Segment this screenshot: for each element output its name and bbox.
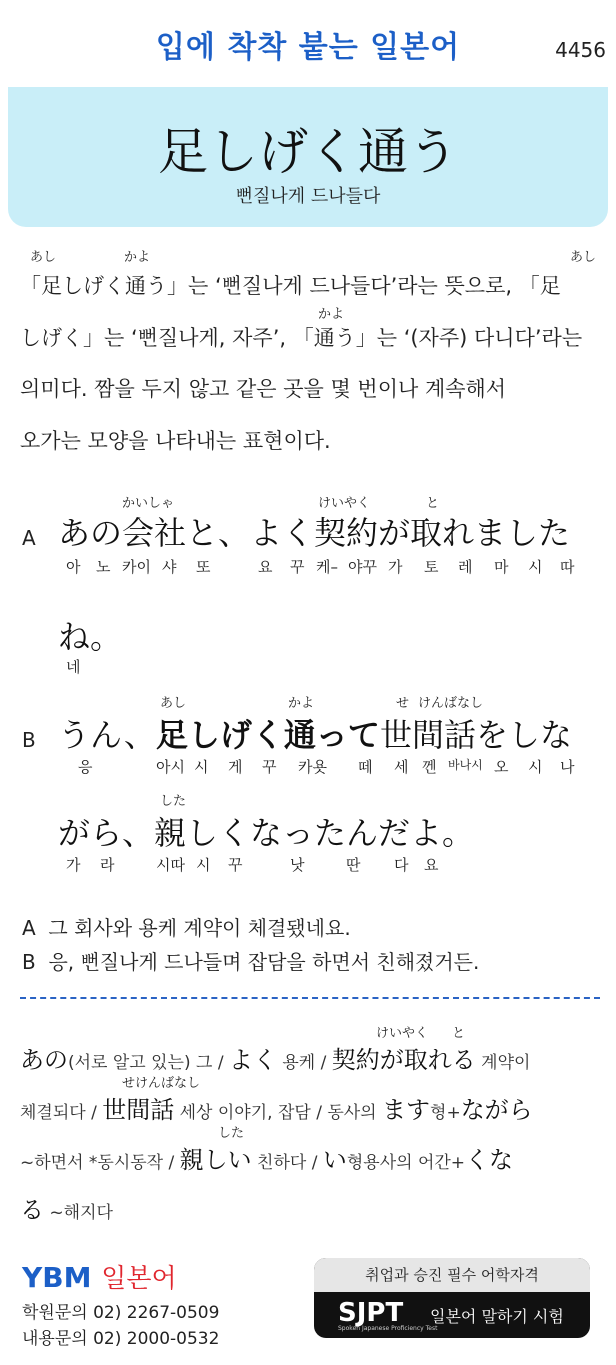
explanation-line-4: 오가는 모양을 나타내는 표현이다. (20, 429, 331, 453)
vocab-ko: 용케 / (276, 1053, 332, 1073)
vocab-furigana-keiyaku: けいやく (376, 1026, 429, 1041)
reading-syllable: 또 (196, 558, 211, 576)
dialogue-b-line-1 (58, 710, 572, 756)
contact-content: 내용문의 02) 2000-0532 (22, 1329, 220, 1349)
reading-syllable: 꾸 (262, 758, 277, 776)
translation-b-text: 응, 뻔질나게 드나들며 잡담을 하면서 친해졌거든. (48, 950, 480, 974)
reading-syllable: 세 (394, 758, 409, 776)
vocab-line-1 (20, 1040, 600, 1075)
reading-syllable: 요 (258, 558, 273, 576)
dialogue-b-post: 世間話をしな (379, 716, 572, 754)
dialogue-b-line-2: がら、親しくなったんだよ。 (58, 814, 475, 852)
contact-academy: 학원문의 02) 2267-0509 (22, 1303, 220, 1323)
furigana-ashi: あし (160, 696, 187, 711)
reading-syllable: 가 (66, 856, 81, 874)
reading-syllable: 노 (96, 558, 111, 576)
reading-syllable: 오 (494, 758, 509, 776)
reading-syllable: 아 (66, 558, 81, 576)
term-korean: 뻔질나게 드나들다 (235, 186, 381, 207)
furigana-ashi: あし (30, 250, 57, 265)
reading-syllable: 마 (494, 558, 509, 576)
vocab-jp: る (20, 1196, 44, 1224)
vocab-ko: 형+ (430, 1103, 461, 1123)
vocab-jp: い (322, 1146, 347, 1174)
explanation-line-1: 「足しげく通う」는 ‘뻔질나게 드나들다’라는 뜻으로, 「足 (20, 274, 561, 298)
translation-a-label: A (22, 916, 36, 940)
furigana-kayo-2: かよ (318, 307, 345, 322)
reading-syllable: 레 (458, 558, 473, 576)
vocab-jp: 契約が取れる (331, 1046, 476, 1074)
vocab-jp: ます (382, 1096, 431, 1124)
sjpt-tagline: 취업과 승진 필수 어학자격 (314, 1258, 590, 1292)
vocab-ko: 형용사의 어간+ (346, 1153, 466, 1173)
reading-syllable: 라 (100, 856, 115, 874)
furigana-keiyaku: けいやく (318, 496, 371, 511)
reading-syllable: 딴 (346, 856, 361, 874)
reading-syllable: 샤 (162, 558, 177, 576)
reading-syllable: 꾸 (290, 558, 305, 576)
vocab-jp: あの (20, 1046, 68, 1074)
reading-syllable: 야꾸 (348, 558, 377, 576)
sjpt-banner (314, 1258, 590, 1338)
dialogue-a-reading-2: 네 (66, 658, 81, 676)
sjpt-logo: SJPT (338, 1298, 404, 1328)
vocab-jp: 親しい (179, 1146, 252, 1174)
vocab-ko: (서로 알고 있는) 그 / (68, 1053, 229, 1073)
explanation-line-3: 의미다. 짬을 두지 않고 같은 곳을 몇 번이나 계속해서 (20, 377, 507, 401)
vocab-jp: 世間話 (102, 1096, 175, 1124)
translation-a (22, 912, 351, 941)
vocab-furigana-shita: した (218, 1126, 245, 1141)
dialogue-a-line-1: あの会社と、よく契約が取れました (58, 514, 571, 552)
issue-number: 4456 (555, 38, 606, 62)
speaker-b: B (22, 728, 36, 752)
furigana-shita: した (160, 794, 187, 809)
furigana-kayo: かよ (124, 250, 151, 265)
reading-syllable: 따 (560, 558, 575, 576)
term-box (8, 87, 608, 227)
vocab-jp: くな (465, 1146, 514, 1174)
reading-syllable: 카욧 (298, 758, 327, 776)
ybm-logo-en: YBM (22, 1261, 92, 1294)
reading-syllable: 껜 (422, 758, 437, 776)
vocab-line-4 (20, 1190, 600, 1225)
furigana-ashi-2: あし (570, 250, 597, 265)
vocab-jp: ながら (460, 1096, 533, 1124)
sjpt-subtitle: Spoken Japanese Proficiency Test (338, 1325, 438, 1332)
furigana-to: と (426, 496, 440, 511)
vocab-ko: 체결되다 / (20, 1103, 103, 1123)
reading-syllable: 토 (424, 558, 439, 576)
reading-syllable: 아시 (156, 758, 185, 776)
vocab-line-3 (20, 1140, 600, 1175)
reading-syllable: 낫 (290, 856, 305, 874)
explanation-line-2: しげく」는 ‘뻔질나게, 자주’, 「通う」는 ‘(자주) 다니다’라는 (20, 326, 583, 350)
vocab-furigana-sekenbanashi: せけんばなし (122, 1076, 201, 1091)
sjpt-description: 일본어 말하기 시험 (430, 1307, 564, 1326)
ybm-logo-ko: 일본어 (101, 1264, 177, 1294)
reading-syllable: 요 (424, 856, 439, 874)
reading-syllable: 시 (196, 856, 211, 874)
reading-syllable: 다 (394, 856, 409, 874)
translation-b (22, 946, 479, 975)
reading-syllable: 응 (78, 758, 93, 776)
dialogue-b-highlight: 足しげく通って (155, 716, 380, 754)
dialogue-a-line-2: ね。 (58, 618, 123, 656)
reading-syllable: 시 (528, 558, 543, 576)
reading-syllable: 나 (560, 758, 575, 776)
reading-syllable: 시따 (156, 856, 185, 874)
furigana-se: せ (396, 696, 410, 711)
reading-syllable: 게 (228, 758, 243, 776)
reading-syllable: 시 (528, 758, 543, 776)
reading-syllable: 가 (388, 558, 403, 576)
furigana-kenbanashi: けんばなし (418, 696, 484, 711)
vocab-ko: 계약이 (475, 1053, 531, 1073)
translation-b-label: B (22, 950, 36, 974)
vocab-jp: よく (228, 1046, 277, 1074)
page-title: 입에 착착 붙는 일본어 (155, 30, 461, 65)
reading-syllable: 바나시 (448, 758, 483, 772)
furigana-kayo: かよ (288, 696, 315, 711)
reading-syllable: 케– (316, 558, 338, 576)
reading-syllable: 떼 (358, 758, 373, 776)
vocab-ko: 세상 이야기, 잡담 / 동사의 (174, 1103, 383, 1123)
vocab-line-2 (20, 1090, 600, 1125)
vocab-ko: ~하면서 *동시동작 / (20, 1153, 180, 1173)
term-japanese: 足しげく通う (158, 123, 458, 181)
reading-syllable: 시 (194, 758, 209, 776)
furigana-kaisha: かいしゃ (122, 496, 175, 511)
translation-a-text: 그 회사와 용케 계약이 체결됐네요. (48, 916, 351, 940)
section-divider (20, 997, 600, 999)
ybm-logo (22, 1258, 177, 1295)
dialogue-b-pre: うん、 (58, 716, 156, 754)
speaker-a: A (22, 526, 36, 550)
vocab-ko: 친하다 / (251, 1153, 323, 1173)
reading-syllable: 카이 (122, 558, 151, 576)
reading-syllable: 꾸 (228, 856, 243, 874)
vocab-ko: ~해지다 (44, 1203, 113, 1223)
vocab-furigana-to: と (452, 1026, 466, 1041)
